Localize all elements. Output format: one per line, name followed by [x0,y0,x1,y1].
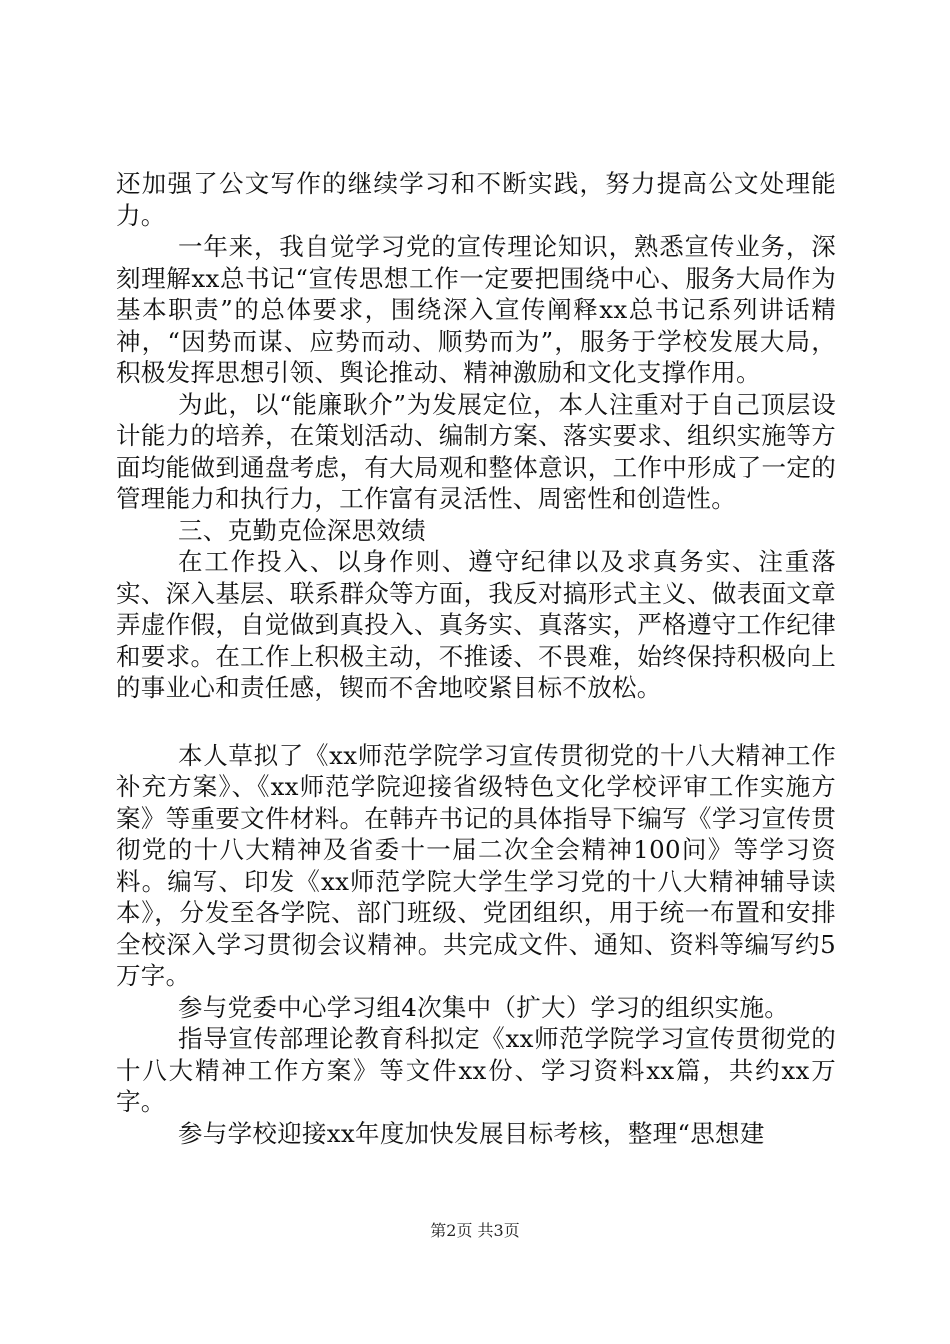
paragraph-design-ability: 为此，以“能廉耿介”为发展定位，本人注重对于自己顶层设计能力的培养，在策划活动、编制方案、落实要求、组织实施等方面均能做到通盘考虑，有大局观和整体意识，工作中形成了一定的管理能力和执行力，工作富有灵活性、周密性和创造性。 [116,389,836,513]
section-heading: 三、克勤克俭深思效绩 [178,515,426,545]
paragraph-assessment: 参与学校迎接xx年度加快发展目标考核，整理“思想建 [178,1118,765,1148]
paragraph-study-group: 参与党委中心学习组4次集中（扩大）学习的组织实施。 [178,992,790,1022]
page-footer: 第2页 共3页 [430,1221,520,1240]
document-body [116,168,836,1149]
paragraph-propaganda-theory: 一年来，我自觉学习党的宣传理论知识，熟悉宣传业务，深刻理解xx总书记“宣传思想工作一定要把围绕中心、服务大局作为基本职责”的总体要求，围绕深入宣传阐释xx总书记系列讲话精神，“因势而谋、应势而动、顺势而为”，服务于学校发展大局，积极发挥思想引领、舆论推动、精神激励和文化支撑作用。 [116,232,836,387]
paragraph-work-discipline: 在工作投入、以身作则、遵守纪律以及求真务实、注重落实、深入基层、联系群众等方面，我反对搞形式主义、做表面文章弄虚作假，自觉做到真投入、真务实、真落实，严格遵守工作纪律和要求。在工作上积极主动，不推诿、不畏难，始终保持积极向上的事业心和责任感，锲而不舍地咬紧目标不放松。 [116,547,836,702]
paragraph-guidance: 指导宣传部理论教育科拟定《xx师范学院学习宣传贯彻党的十八大精神工作方案》等文件xx份、学习资料xx篇，共约xx万字。 [116,1024,836,1116]
paragraph-continued: 还加强了公文写作的继续学习和不断实践，努力提高公文处理能力。 [116,169,836,230]
paragraph-drafted-documents: 本人草拟了《xx师范学院学习宣传贯彻党的十八大精神工作补充方案》、《xx师范学院迎接省级特色文化学校评审工作实施方案》等重要文件材料。在韩卉书记的具体指导下编写《学习宣传贯彻党的十八大精神及省委十一届二次全会精神100问》等学习资料。编写、印发《xx师范学院大学生学习党的十八大精神辅导读本》，分发至各学院、部门班级、党团组织，用于统一布置和安排全校深入学习贯彻会议精神。共完成文件、通知、资料等编写约5万字。 [116,740,836,990]
paragraph-gap [116,704,836,740]
